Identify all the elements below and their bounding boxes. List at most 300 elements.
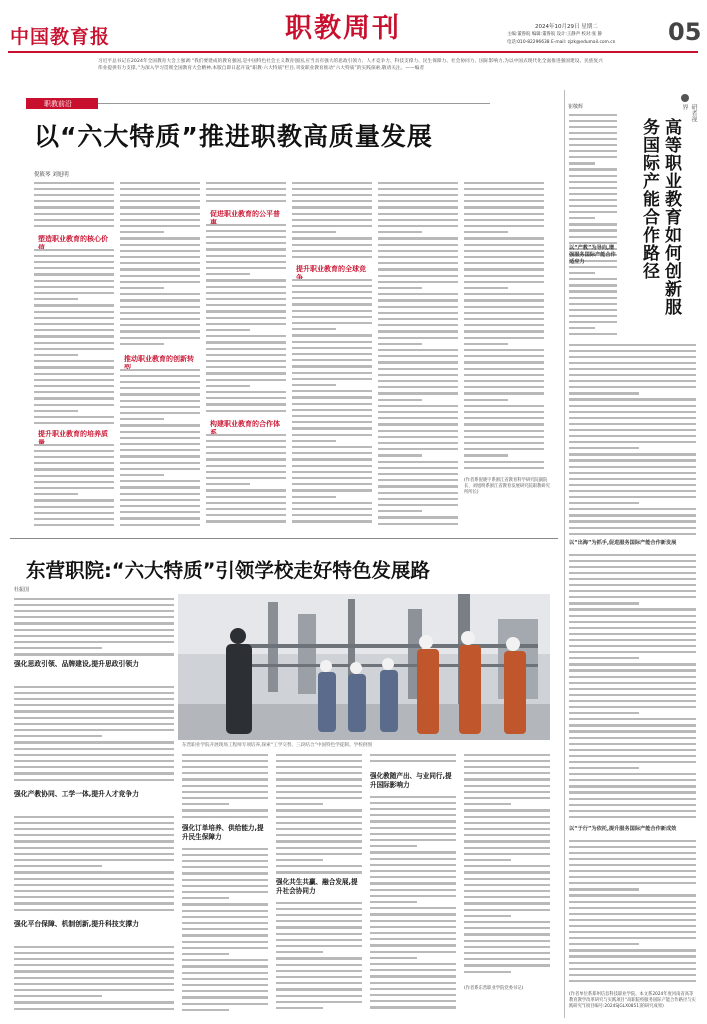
body-text-line (378, 237, 458, 239)
column-tag (26, 98, 98, 109)
body-text-line (569, 315, 617, 317)
body-text-line (569, 303, 617, 305)
body-text-line (206, 489, 286, 491)
body-text-line (370, 839, 456, 841)
body-text-line (206, 329, 250, 331)
body-text-line (569, 156, 617, 158)
body-text-line (276, 920, 362, 922)
body-text-line (206, 366, 286, 368)
body-text-line (34, 249, 114, 251)
body-text-line (569, 955, 696, 957)
body-text-line (120, 406, 200, 408)
body-text-line (464, 946, 550, 948)
body-text-line (14, 729, 174, 731)
body-text-line (34, 280, 114, 282)
body-text-line (120, 275, 200, 277)
body-text-line (292, 237, 372, 239)
body-text-line (276, 914, 362, 916)
body-text-line (569, 724, 696, 726)
body-text-line (292, 182, 372, 184)
section-subhead: 推动职业教育的创新转 (124, 355, 194, 363)
body-text-line (276, 760, 362, 762)
body-text-line (464, 927, 550, 929)
body-text-line (569, 749, 696, 751)
body-text-line (120, 343, 164, 345)
body-text-line (206, 502, 286, 504)
body-text-line (206, 182, 286, 184)
body-text-line (120, 455, 200, 457)
body-text-line (464, 915, 511, 917)
body-text-line (464, 399, 508, 401)
body-text-line (14, 840, 174, 842)
body-text-line (14, 604, 174, 606)
body-text-line (370, 845, 417, 847)
body-text-line (206, 360, 286, 362)
body-text-line (569, 126, 617, 128)
body-text-line (378, 473, 458, 475)
body-text-line (14, 710, 174, 712)
sidebar-tag-label: 研者视界 (681, 104, 697, 122)
body-text-line (370, 814, 456, 816)
body-text-line (569, 217, 595, 219)
body-text-line (292, 353, 372, 355)
body-text-line (14, 717, 174, 719)
body-text-line (569, 779, 696, 781)
body-text-line (378, 231, 422, 233)
body-text-line (370, 913, 456, 915)
body-text-line (378, 461, 458, 463)
body-text-line (206, 200, 286, 202)
body-text-line (569, 297, 617, 299)
body-text-line (464, 287, 508, 289)
body-text-line (569, 810, 696, 812)
body-text-line (569, 615, 696, 617)
body-text-line (292, 297, 372, 299)
body-text-line (292, 303, 372, 305)
body-text-line (206, 341, 286, 343)
body-text-line (292, 483, 372, 485)
body-text-line (276, 964, 362, 966)
body-text-line (34, 444, 114, 446)
body-text-line (569, 743, 696, 745)
body-text-line (14, 653, 174, 655)
body-text-line (464, 237, 544, 239)
body-text-line (34, 311, 114, 313)
body-text-line (206, 471, 286, 473)
body-text-line (464, 200, 544, 202)
body-text-line (569, 785, 696, 787)
body-text-line (120, 443, 200, 445)
body-text-line (569, 321, 617, 323)
body-text-line (569, 290, 617, 292)
body-text-line (569, 459, 696, 461)
body-text-line (464, 772, 550, 774)
body-text-line (276, 970, 362, 972)
body-text-line (292, 256, 372, 258)
column-tag-label: 职教前沿 (44, 100, 72, 108)
body-text-line (464, 909, 550, 911)
body-text-line (182, 891, 268, 893)
body-text-line (292, 502, 372, 504)
page-number: 05 (668, 18, 702, 46)
body-text-line (120, 387, 200, 389)
body-text-line (569, 888, 639, 890)
body-text-line (569, 645, 696, 647)
body-text-line (206, 255, 286, 257)
body-text-line (276, 926, 362, 928)
body-text-line (34, 298, 78, 300)
body-text-line (276, 778, 362, 780)
body-text-line (182, 996, 268, 998)
body-text-line (464, 853, 550, 855)
body-text-line (292, 341, 372, 343)
body-text-line (569, 791, 696, 793)
body-text-line (378, 516, 458, 518)
body-text-line (464, 337, 544, 339)
body-text-line (120, 324, 200, 326)
body-text-line (34, 261, 114, 263)
body-text-line (14, 834, 174, 836)
body-text-line (569, 162, 595, 164)
body-text-line (569, 333, 617, 335)
body-text-line (370, 820, 456, 822)
body-text-line (378, 386, 458, 388)
body-text-line (569, 578, 696, 580)
body-text-line (569, 639, 696, 641)
body-text-line (14, 748, 174, 750)
body-text-line (569, 502, 639, 504)
body-text-line (182, 860, 268, 862)
body-text-line (14, 958, 174, 960)
body-text-line (14, 871, 174, 873)
body-text-line (464, 760, 550, 762)
masthead-rule (8, 51, 698, 53)
section-subhead: 强化订单培养、供给能力,提升民生保障力 (182, 824, 264, 841)
body-text-line (120, 287, 164, 289)
body-text-line (34, 450, 114, 452)
body-text-line (569, 962, 696, 964)
body-text-line (14, 952, 174, 954)
body-text-line (182, 903, 268, 905)
body-text-line (378, 380, 458, 382)
body-text-line (370, 988, 456, 990)
body-text-line (120, 511, 200, 513)
body-text-line (378, 206, 458, 208)
body-text-line (182, 854, 268, 856)
body-text-line (34, 342, 114, 344)
body-text-line (182, 785, 268, 787)
body-text-line (569, 411, 696, 413)
body-text-line (34, 273, 114, 275)
editor-line: 主编:董鲁皖 编辑:董鲁皖 设计:王静声 校对:张 静 (507, 32, 602, 37)
body-text-line (14, 616, 174, 618)
body-text-line (34, 410, 78, 412)
body-text-line (34, 225, 114, 227)
body-text-line (34, 206, 114, 208)
body-text-line (14, 970, 174, 972)
body-text-line (569, 968, 696, 970)
body-text-line (378, 299, 458, 301)
body-text-line (206, 304, 286, 306)
body-text-line (464, 834, 550, 836)
body-text-line (378, 510, 422, 512)
body-text-line (14, 692, 174, 694)
body-text-line (14, 754, 174, 756)
body-text-line (569, 870, 696, 872)
body-text-line (569, 767, 639, 769)
body-text-line (464, 754, 550, 756)
body-text-line (378, 430, 458, 432)
body-text-line (120, 468, 200, 470)
body-text-line (206, 508, 286, 510)
body-text-line (292, 508, 372, 510)
body-text-line (276, 1001, 362, 1003)
body-text-line (120, 431, 200, 433)
body-text-line (34, 468, 114, 470)
body-text-line (34, 329, 114, 331)
body-text-line (569, 943, 639, 945)
body-text-line (370, 827, 456, 829)
body-text-line (276, 871, 362, 873)
body-text-line (569, 362, 696, 364)
body-text-line (14, 735, 102, 737)
body-text-line (276, 853, 362, 855)
sidebar-tag-icon (681, 94, 689, 102)
body-text-line (378, 411, 458, 413)
body-text-line (276, 772, 362, 774)
body-text-line (292, 465, 372, 467)
body-text-line (464, 940, 550, 942)
masthead (0, 0, 707, 62)
body-text-line (378, 293, 458, 295)
body-text-line (569, 278, 617, 280)
body-text-line (378, 423, 458, 425)
body-text-line (464, 952, 550, 954)
feature-byline: 杜振国 (14, 587, 30, 593)
body-text-line (569, 284, 617, 286)
body-text-line (464, 884, 550, 886)
body-text-line (120, 188, 200, 190)
body-text-line (292, 427, 372, 429)
body-text-line (464, 293, 544, 295)
body-text-line (378, 417, 458, 419)
body-text-line (370, 1006, 456, 1008)
body-text-line (34, 512, 114, 514)
body-text-line (378, 368, 458, 370)
section-subhead: 强化平台保障、机制创新,提升科技支撑力 (14, 920, 139, 928)
body-text-line (464, 275, 544, 277)
body-text-line (292, 334, 372, 336)
body-text-line (569, 602, 639, 604)
body-text-line (14, 977, 174, 979)
body-text-line (378, 182, 458, 184)
body-text-line (276, 933, 362, 935)
body-text-line (370, 926, 456, 928)
body-text-line (206, 298, 286, 300)
body-text-line (464, 958, 550, 960)
body-text-line (569, 700, 696, 702)
body-text-line (569, 472, 696, 474)
body-text-line (182, 803, 229, 805)
body-text-line (34, 317, 114, 319)
body-text-line (276, 791, 362, 793)
body-text-line (569, 901, 696, 903)
body-text-line (378, 485, 458, 487)
body-text-line (569, 193, 617, 195)
body-text-line (569, 840, 696, 842)
body-text-line (464, 971, 511, 973)
body-text-line (569, 804, 696, 806)
body-text-line (34, 518, 114, 520)
column-rule (98, 103, 490, 104)
body-text-line (569, 242, 617, 244)
body-text-line (378, 337, 458, 339)
lead-byline: 倪筱琴 刘旭明 (34, 172, 69, 178)
body-text-line (464, 921, 550, 923)
body-text-line (370, 907, 456, 909)
body-text-line (14, 822, 174, 824)
body-text-line (14, 766, 174, 768)
body-text-line (569, 490, 696, 492)
body-text-line (34, 422, 114, 424)
body-text-line (120, 517, 200, 519)
body-text-line (14, 989, 174, 991)
body-text-line (464, 374, 544, 376)
body-text-line (34, 499, 114, 501)
body-text-line (206, 194, 286, 196)
body-text-line (182, 934, 268, 936)
body-text-line (14, 909, 174, 911)
body-text-line (34, 354, 78, 356)
body-text-line (569, 846, 696, 848)
body-text-line (206, 354, 286, 356)
body-text-line (464, 847, 550, 849)
body-text-line (569, 852, 696, 854)
body-text-line (120, 231, 164, 233)
body-text-line (569, 132, 617, 134)
body-text-line (34, 493, 78, 495)
body-text-line (292, 372, 372, 374)
body-text-line (292, 219, 372, 221)
body-text-line (569, 236, 617, 238)
body-text-line (276, 822, 362, 824)
body-text-line (464, 268, 544, 270)
body-text-line (276, 995, 362, 997)
body-text-line (34, 385, 114, 387)
body-text-line (569, 327, 595, 329)
body-text-line (120, 337, 200, 339)
body-text-line (292, 434, 372, 436)
body-text-line (569, 931, 696, 933)
body-text-line (206, 248, 286, 250)
body-text-line (378, 275, 458, 277)
body-text-line (370, 760, 456, 762)
body-text-line (569, 478, 696, 480)
body-text-line (569, 676, 696, 678)
body-text-line (569, 876, 696, 878)
body-text-line (569, 737, 696, 739)
body-text-line (276, 982, 362, 984)
body-text-line (182, 760, 268, 762)
body-text-line (120, 330, 200, 332)
body-text-line (276, 816, 362, 818)
section-title: 职教周刊 (285, 13, 401, 44)
body-text-line (206, 236, 286, 238)
body-text-line (292, 520, 372, 522)
body-text-line (292, 291, 372, 293)
body-text-line (370, 802, 456, 804)
body-text-line (378, 306, 458, 308)
body-text-line (206, 372, 286, 374)
body-text-line (292, 347, 372, 349)
body-text-line (276, 902, 362, 904)
body-text-line (378, 448, 458, 450)
body-text-line (34, 182, 114, 184)
body-text-line (34, 475, 114, 477)
body-text-line (569, 894, 696, 896)
body-text-line (464, 865, 550, 867)
body-text-line (276, 809, 362, 811)
body-text-line (120, 200, 200, 202)
body-text-line (569, 199, 617, 201)
body-text-line (120, 505, 200, 507)
body-text-line (292, 415, 372, 417)
body-text-line (120, 281, 200, 283)
body-text-line (120, 318, 200, 320)
body-text-line (378, 268, 458, 270)
author-footnote: (作者系东营职业学院党委书记) (464, 986, 524, 991)
feature-photo (178, 594, 550, 740)
body-text-line (182, 848, 268, 850)
body-text-line (14, 622, 174, 624)
body-text-line (569, 718, 696, 720)
body-text-line (569, 560, 696, 562)
body-text-line (569, 554, 696, 556)
body-text-line (464, 411, 544, 413)
body-text-line (182, 897, 229, 899)
body-text-line (14, 865, 102, 867)
body-text-line (206, 397, 286, 399)
body-text-line (14, 853, 174, 855)
body-text-line (120, 493, 200, 495)
body-text-line (569, 229, 617, 231)
body-text-line (120, 194, 200, 196)
body-text-line (276, 859, 323, 861)
body-text-line (292, 200, 372, 202)
section-subhead: 强化共生共赢、融合发展,提升社会协同力 (276, 878, 358, 895)
body-text-line (14, 760, 174, 762)
body-text-line (464, 386, 544, 388)
body-text-line (569, 175, 617, 177)
body-text-line (182, 797, 268, 799)
body-text-line (120, 306, 200, 308)
body-text-line (292, 378, 372, 380)
body-text-line (276, 828, 362, 830)
body-text-line (370, 851, 456, 853)
body-text-line (569, 706, 696, 708)
body-text-line (206, 323, 286, 325)
body-text-line (292, 421, 372, 423)
body-text-line (464, 803, 511, 805)
body-text-line (569, 596, 696, 598)
body-text-line (378, 479, 458, 481)
body-text-line (370, 895, 456, 897)
body-text-line (569, 417, 696, 419)
section-subhead: 以“产教”为导向,增强服务国际产能合作适应力 (569, 245, 616, 266)
body-text-line (569, 755, 696, 757)
body-text-line (14, 902, 174, 904)
body-text-line (206, 286, 286, 288)
